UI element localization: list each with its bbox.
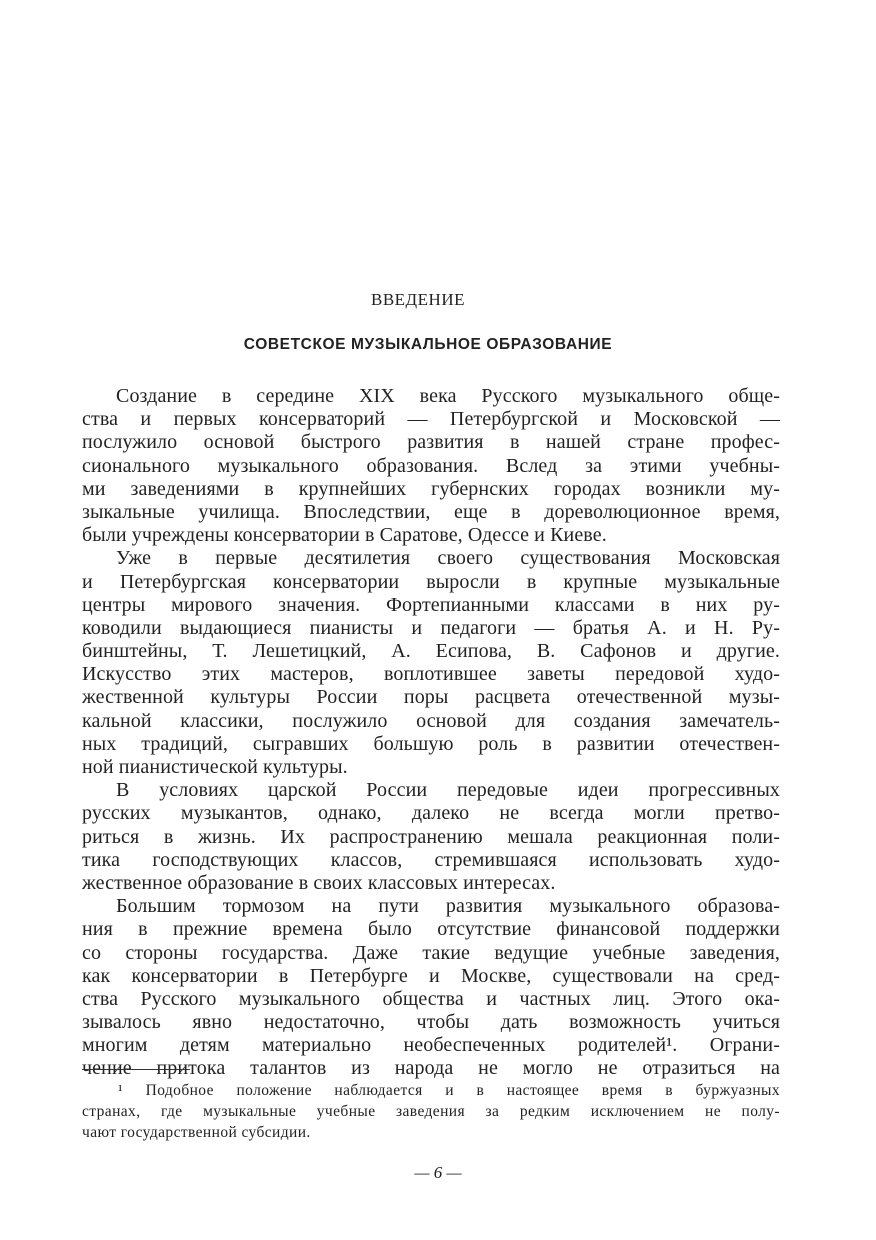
text-line: Искусство этих мастеров, воплотившее заветы передовой худо- [82,663,780,686]
text-line: кальной классики, послужило основой для создания замечатель- [82,709,780,732]
text-line: как консерватории в Петербурге и Москве, существовали на сред- [82,964,780,987]
text-line: В условиях царской России передовые идеи прогрессивных [116,779,780,802]
text-line: зыкальные училища. Впоследствии, еще в дореволюционное время, [82,500,780,523]
text-line: ководили выдающиеся пианисты и педагоги — братья А. и Н. Ру- [82,616,780,639]
text-line: жественное образование в своих классовых интересах. [82,871,556,894]
text-line: ной пианистической культуры. [82,756,348,778]
text-line: жественной культуры России поры расцвета отечественной музы- [82,686,780,709]
text-line: Уже в первые десятилетия своего существования Московская [116,547,780,570]
text-line: со стороны государства. Даже такие ведущие учебные заведения, [82,941,780,964]
text-line: послужило основой быстрого развития в нашей стране профес- [82,431,780,454]
body-text [82,385,780,1081]
chapter-title: СОВЕТСКОЕ МУЗЫКАЛЬНОЕ ОБРАЗОВАНИЕ [243,336,613,353]
text-line: русских музыкантов, однако, далеко не всегда могли претво- [82,802,780,825]
text-line: Создание в середине XIX века Русского музыкального обще- [116,385,780,407]
text-line: ства и первых консерваторий — Петербургской и Московской — [82,408,780,431]
text-line: и Петербургская консерватории выросли в крупные музыкальные [82,570,780,593]
text-line: ми заведениями в крупнейших губернских городах возникли му- [82,477,780,500]
text-line: были учреждены консерватории в Саратове, Одессе и Киеве. [82,524,607,547]
text-line: ства Русского музыкального общества и частных лиц. Этого ока- [82,987,780,1010]
text-line: центры мирового значения. Фортепианными классами в них ру- [82,593,780,616]
section-label: ВВЕДЕНИЕ [371,290,465,309]
text-line: зывалось явно недостаточно, чтобы дать возможность учиться [82,1011,780,1034]
footnote-line: ¹ Подобное положение наблюдается и в настоящее время в буржуазных [118,1082,780,1099]
text-line: Большим тормозом на пути развития музыкального образова- [116,895,780,918]
text-line: многим детям материально необеспеченных родителей¹. Ограни- [82,1034,780,1057]
text-line: сионального музыкального образования. Вслед за этими учебны- [82,454,780,477]
text-line: бинштейны, Т. Лешетицкий, А. Есипова, В. Сафонов и другие. [82,640,780,663]
text-line: риться в жизнь. Их распространению мешала реакционная поли- [82,825,780,848]
footnote-line: странах, где музыкальные учебные заведения за редким исключением не полу- [82,1103,780,1120]
text-line: ных традиций, сыгравших большую роль в развитии отечествен- [82,732,780,755]
footnote-divider [82,1069,190,1070]
footnote-line: чают государственной субсидии. [82,1124,311,1141]
text-line: чение притока талантов из народа не могло не отразиться на [82,1057,780,1080]
text-line: тика господствующих классов, стремившаяся использовать худо- [82,848,780,871]
page-number: — 6 — [414,1163,462,1182]
footnote [82,1080,780,1143]
text-line: ния в прежние времена было отсутствие финансовой поддержки [82,918,780,941]
